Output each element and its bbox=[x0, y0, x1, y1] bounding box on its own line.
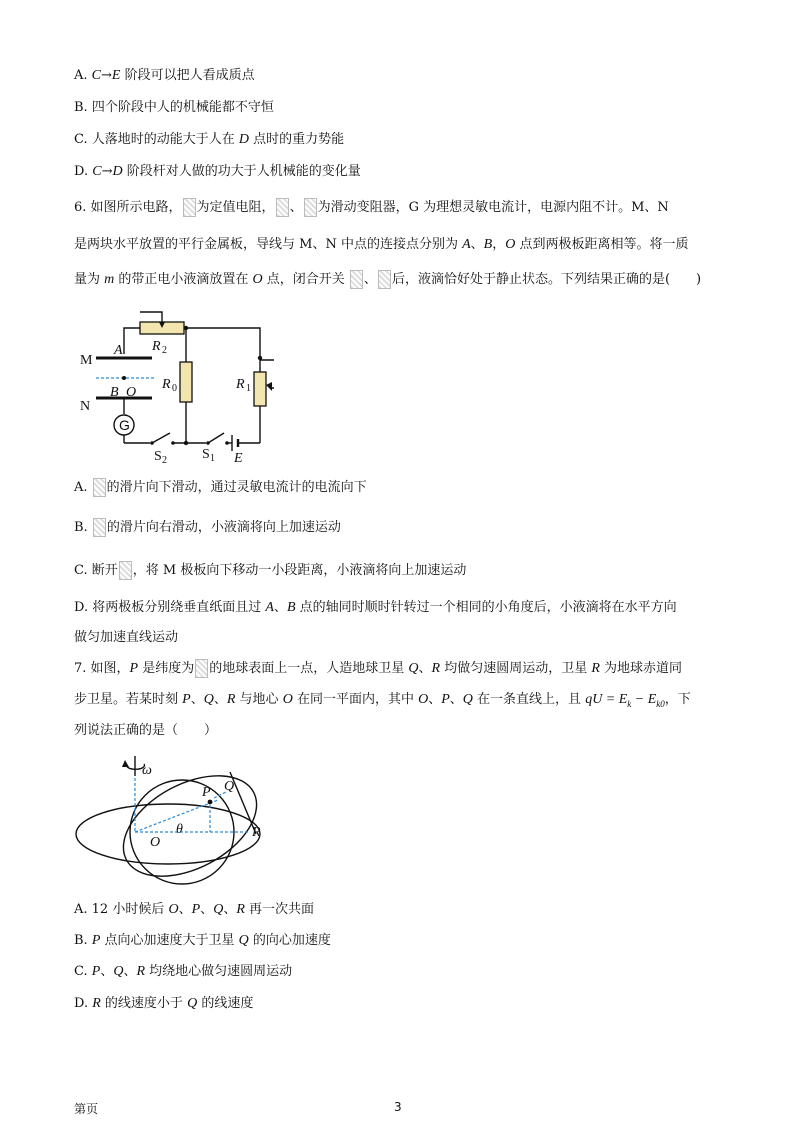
q7-stem-line1: 7. 如图，P 是纬度为 的地球表面上一点，人造地球卫星 Q、R 均做匀速圆周运动，卫星 R 为地球赤道同 bbox=[74, 661, 683, 676]
formula-image-r2 bbox=[304, 198, 317, 217]
s2-label: S bbox=[154, 449, 162, 464]
r0-label: R bbox=[162, 377, 171, 392]
q6-option-d-line1: D. 将两极板分别绕垂直纸面且过 A、B 点的轴同时顺时针转过一个相同的小角度后，小液滴将在水平方向 bbox=[74, 600, 677, 615]
plate-n-label: N bbox=[80, 399, 91, 414]
page-number: 3 bbox=[394, 1100, 402, 1114]
q6-option-a: A. 的滑片向下滑动，通过灵敏电流计的电流向下 bbox=[74, 480, 367, 495]
orbit-diagram bbox=[74, 750, 274, 890]
formula-image-r2 bbox=[93, 518, 106, 537]
q6-option-b: B. 的滑片向右滑动，小液滴将向上加速运动 bbox=[74, 520, 341, 535]
q5-option-b: B. 四个阶段中人的机械能都不守恒 bbox=[74, 100, 274, 115]
q7-option-c: C. P、Q、R 均绕地心做匀速圆周运动 bbox=[74, 964, 293, 979]
q7-option-a: A. 12 小时候后 O、P、Q、R 再一次共面 bbox=[74, 902, 315, 917]
equation: qU = $E_k - E_{k0}$ bbox=[585, 692, 665, 709]
formula-image-r1 bbox=[276, 198, 289, 217]
q5-option-c: C. 人落地时的动能大于人在 D 点时的重力势能 bbox=[74, 132, 345, 147]
q7-option-d: D. R 的线速度小于 Q 的线速度 bbox=[74, 996, 254, 1011]
q7-stem-line2: 步卫星。若某时刻 P、Q、R 与地心 O 在同一平面内，其中 O、P、Q 在一条直线上，且 qU = $E_k - E_{k0}$，下 bbox=[74, 692, 691, 709]
theta-label: θ bbox=[176, 822, 183, 837]
point-b-label: B bbox=[110, 385, 119, 400]
q6-option-d-line2: 做匀加速直线运动 bbox=[74, 630, 179, 645]
q6-stem-line1: 6. 如图所示电路， 为定值电阻， 、 为滑动变阻器，G 为理想灵敏电流计，电源内阻不计。M、N bbox=[74, 200, 669, 215]
satellite-r-label: R bbox=[252, 825, 261, 840]
point-o-label: O bbox=[126, 385, 137, 400]
q7-option-b: B. P 点向心加速度大于卫星 Q 的向心加速度 bbox=[74, 933, 331, 948]
s2-subscript: 2 bbox=[162, 455, 167, 466]
omega-label: ω bbox=[142, 763, 152, 778]
formula-image-s1 bbox=[350, 270, 363, 289]
formula-image-r1 bbox=[93, 478, 106, 497]
formula-image-s2 bbox=[119, 561, 132, 580]
footer-label: 第页 bbox=[74, 1102, 99, 1116]
satellite-q-label: Q bbox=[224, 779, 235, 794]
galvanometer-label: G bbox=[119, 417, 130, 433]
center-o-label: O bbox=[150, 835, 161, 850]
s1-label: S bbox=[202, 447, 210, 462]
formula-image-theta bbox=[195, 659, 208, 678]
battery-label: E bbox=[234, 451, 243, 466]
point-a-label: A bbox=[114, 343, 123, 358]
q5-option-a: A. C→E 阶段可以把人看成质点 bbox=[74, 68, 255, 83]
r1-subscript: 1 bbox=[246, 383, 251, 394]
q5-option-d: D. C→D 阶段杆对人做的功大于人机械能的变化量 bbox=[74, 164, 361, 179]
q6-stem-line2: 是两块水平放置的平行金属板，导线与 M、N 中点的连接点分别为 A、B，O 点到两极板距离相等。将一质 bbox=[74, 237, 689, 252]
r1-label: R bbox=[236, 377, 245, 392]
q6-option-c: C. 断开 ，将 M 极板向下移动一小段距离，小液滴将向上加速运动 bbox=[74, 563, 467, 578]
s1-subscript: 1 bbox=[210, 453, 215, 464]
formula-image-s2 bbox=[378, 270, 391, 289]
circuit-diagram bbox=[74, 298, 274, 468]
r2-subscript: 2 bbox=[162, 345, 167, 356]
plate-m-label: M bbox=[80, 353, 93, 368]
r0-subscript: 0 bbox=[172, 383, 177, 394]
q6-stem-line3: 量为 m 的带正电小液滴放置在 O 点，闭合开关 、 后，液滴恰好处于静止状态。下列结果正确的是( ) bbox=[74, 272, 702, 287]
r2-label: R bbox=[152, 339, 161, 354]
q7-stem-line3: 列说法正确的是（ ） bbox=[74, 723, 218, 738]
point-p-label: P bbox=[202, 785, 211, 800]
formula-image-r0 bbox=[183, 198, 196, 217]
